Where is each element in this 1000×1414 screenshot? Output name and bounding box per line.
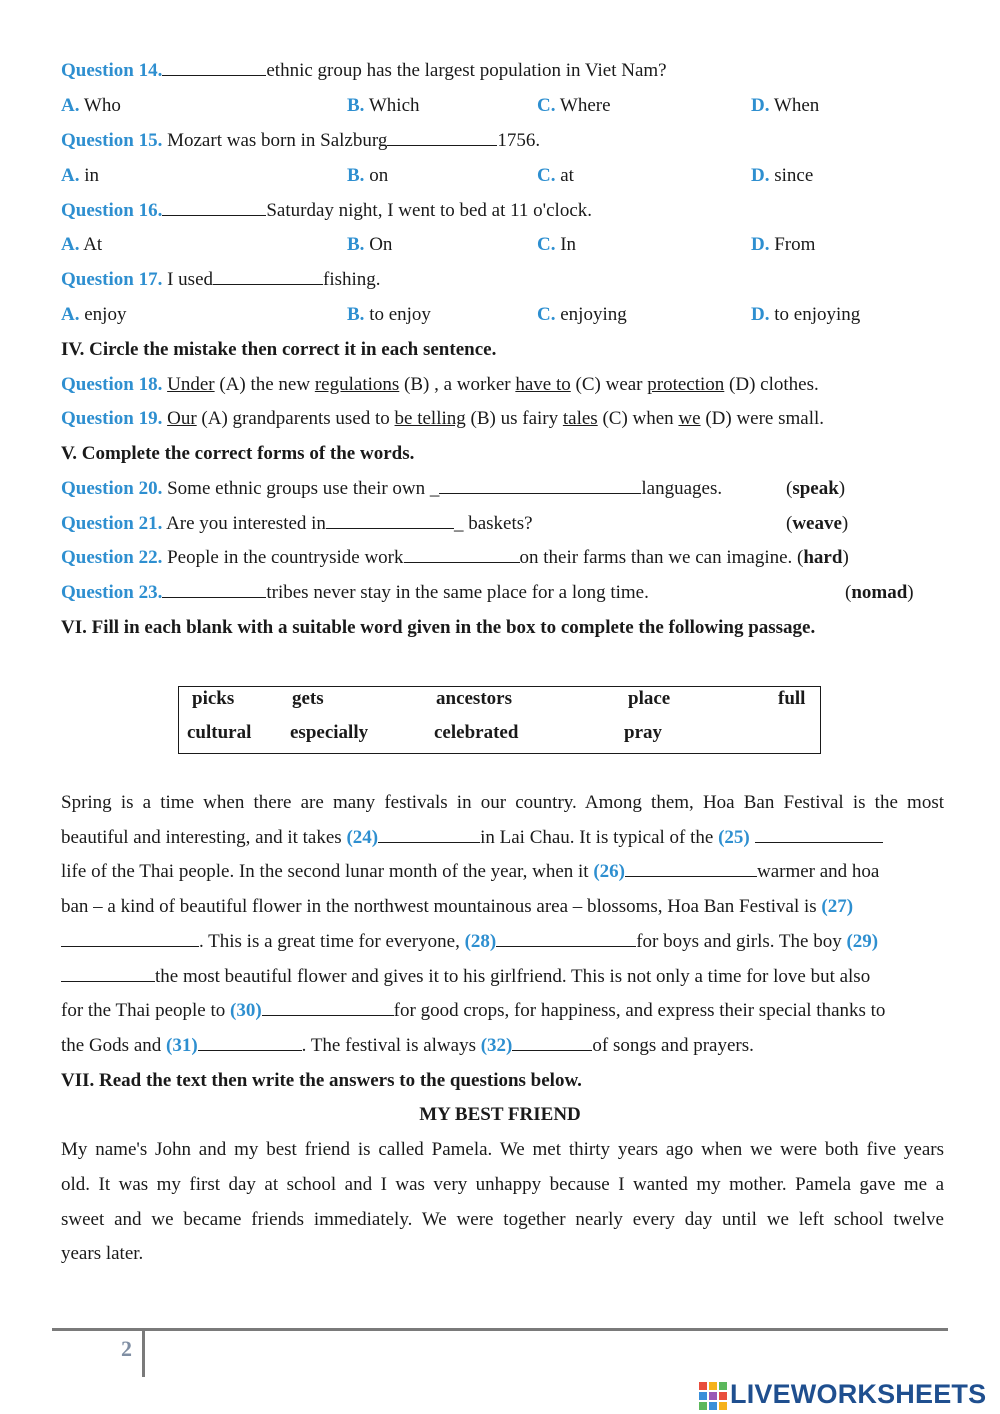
page-number: 2 bbox=[121, 1336, 132, 1361]
question-number: Question 16. bbox=[61, 200, 163, 221]
word-box-item: celebrated bbox=[434, 722, 519, 743]
brand-logo-icon bbox=[699, 1380, 727, 1408]
option-letter: B. bbox=[347, 304, 365, 325]
option-letter: D. bbox=[751, 304, 770, 325]
option-a[interactable] bbox=[61, 304, 126, 326]
question-text: I used bbox=[167, 269, 214, 290]
option-d[interactable] bbox=[751, 234, 815, 256]
question-22: Question 22. People in the countryside work on their farms than we can imagine. (hard) bbox=[61, 547, 849, 568]
reading-line: sweet and we became friends immediately. We were together nearly every day until we left school twelve bbox=[61, 1209, 944, 1230]
blank-number-31: (31) bbox=[166, 1035, 198, 1056]
option-a[interactable] bbox=[61, 234, 102, 256]
word-box-item: place bbox=[628, 688, 671, 709]
section-heading-v: V. Complete the correct forms of the words. bbox=[61, 443, 415, 464]
passage-line: the most beautiful flower and gives it to his girlfriend. This is not only a time for love but also bbox=[61, 966, 944, 988]
blank-number-25: (25) bbox=[718, 827, 750, 848]
option-c[interactable] bbox=[537, 95, 611, 117]
answer-blank[interactable] bbox=[162, 60, 266, 76]
footer-divider bbox=[52, 1328, 948, 1331]
question-number: Question 18. bbox=[61, 374, 163, 395]
option-text: On bbox=[369, 234, 393, 255]
answer-blank[interactable] bbox=[387, 130, 497, 146]
option-text: In bbox=[560, 234, 577, 255]
question-text: (D) clothes. bbox=[729, 374, 819, 395]
option-d[interactable] bbox=[751, 304, 860, 326]
word-box-item: picks bbox=[192, 688, 235, 709]
question-text: (C) when bbox=[602, 408, 674, 429]
blank-26[interactable] bbox=[625, 861, 757, 877]
option-a[interactable] bbox=[61, 95, 121, 117]
option-text: Where bbox=[559, 95, 611, 116]
underlined-option-b[interactable]: be telling bbox=[394, 408, 466, 429]
question-number: Question 19. bbox=[61, 408, 163, 429]
question-text: (A) the new bbox=[219, 374, 311, 395]
option-text: enjoying bbox=[560, 304, 627, 325]
option-letter: A. bbox=[61, 234, 80, 255]
blank-30[interactable] bbox=[262, 1000, 394, 1016]
option-text: Which bbox=[368, 95, 420, 116]
question-text: (B) , a worker bbox=[404, 374, 511, 395]
option-text: in bbox=[84, 165, 100, 186]
option-text: on bbox=[369, 165, 389, 186]
blank-27[interactable] bbox=[61, 931, 199, 947]
option-d[interactable] bbox=[751, 165, 813, 187]
option-letter: B. bbox=[347, 95, 365, 116]
question-14 bbox=[61, 60, 667, 82]
word-hint: (nomad) bbox=[845, 582, 914, 603]
blank-25[interactable] bbox=[755, 827, 883, 843]
answer-blank[interactable] bbox=[162, 200, 266, 216]
passage-line: Spring is a time when there are many festivals in our country. Among them, Hoa Ban Festival is the most bbox=[61, 792, 944, 813]
question-number: Question 17. bbox=[61, 269, 163, 290]
option-text: since bbox=[774, 165, 814, 186]
option-text: enjoy bbox=[84, 304, 127, 325]
blank-31[interactable] bbox=[198, 1035, 302, 1051]
question-text: Mozart was born in Salzburg bbox=[167, 130, 388, 151]
answer-blank[interactable] bbox=[404, 547, 520, 563]
question-20 bbox=[61, 478, 722, 500]
question-17 bbox=[61, 269, 381, 291]
option-letter: C. bbox=[537, 95, 556, 116]
blank-24[interactable] bbox=[378, 827, 480, 843]
question-19 bbox=[61, 408, 824, 430]
reading-line: old. It was my first day at school and I was very unhappy because I wanted my mother. Pamela gave me a bbox=[61, 1174, 944, 1195]
question-text: Some ethnic groups use their own _ bbox=[167, 478, 440, 499]
underlined-option-a[interactable]: Under bbox=[167, 374, 215, 395]
option-text: Who bbox=[83, 95, 121, 116]
option-letter: D. bbox=[751, 95, 770, 116]
option-letter: A. bbox=[61, 95, 80, 116]
reading-line: years later. bbox=[61, 1243, 144, 1264]
blank-number-24: (24) bbox=[346, 827, 379, 848]
question-number: Question 22. bbox=[61, 547, 163, 568]
option-letter: B. bbox=[347, 234, 365, 255]
liveworksheets-logo bbox=[699, 1378, 986, 1410]
blank-28[interactable] bbox=[496, 931, 636, 947]
passage-line: the Gods and (31) . The festival is always (32) of songs and prayers. bbox=[61, 1035, 754, 1056]
blank-32[interactable] bbox=[512, 1035, 592, 1051]
option-text: to enjoy bbox=[369, 304, 431, 325]
option-letter: A. bbox=[61, 165, 80, 186]
question-23 bbox=[61, 582, 649, 604]
option-text: at bbox=[560, 165, 574, 186]
option-letter: A. bbox=[61, 304, 80, 325]
passage-line: . This is a great time for everyone, (28) for boys and girls. The boy (29) bbox=[61, 931, 944, 953]
option-letter: D. bbox=[751, 234, 770, 255]
word-box bbox=[178, 686, 821, 754]
option-text: From bbox=[774, 234, 816, 255]
question-text: (D) were small. bbox=[705, 408, 825, 429]
question-21 bbox=[61, 513, 533, 535]
blank-number-30: (30) bbox=[230, 1000, 262, 1021]
blank-number-28: (28) bbox=[464, 931, 497, 952]
option-c[interactable] bbox=[537, 165, 574, 187]
option-b[interactable] bbox=[347, 304, 431, 326]
option-b[interactable] bbox=[347, 165, 388, 187]
passage-line: ban – a kind of beautiful flower in the northwest mountainous area – blossoms, Hoa Ban Festival is (27) bbox=[61, 896, 854, 917]
question-number: Question 14. bbox=[61, 60, 163, 81]
section-heading-iv: IV. Circle the mistake then correct it in each sentence. bbox=[61, 339, 497, 360]
word-hint: (speak) bbox=[786, 478, 846, 499]
word-box-item: gets bbox=[292, 688, 324, 709]
question-16 bbox=[61, 200, 592, 222]
passage-line: beautiful and interesting, and it takes (24) in Lai Chau. It is typical of the (25) bbox=[61, 827, 944, 849]
footer-divider-vertical bbox=[142, 1331, 145, 1377]
question-number: Question 20. bbox=[61, 478, 163, 499]
passage-line: life of the Thai people. In the second lunar month of the year, when it (26) warmer and hoa bbox=[61, 861, 880, 882]
question-text: (A) grandparents used to bbox=[201, 408, 390, 429]
question-text: Saturday night, I went to bed at 11 o'clock. bbox=[266, 200, 593, 221]
question-text: Are you interested in bbox=[166, 513, 326, 534]
question-number: Question 15. bbox=[61, 130, 163, 151]
option-text: At bbox=[83, 234, 103, 255]
option-a[interactable] bbox=[61, 165, 99, 187]
question-text: _ baskets? bbox=[453, 513, 533, 534]
question-15 bbox=[61, 130, 540, 152]
question-text: languages. bbox=[641, 478, 723, 499]
word-hint: (weave) bbox=[786, 513, 849, 534]
question-text: on their farms than we can imagine. ( bbox=[519, 547, 804, 568]
question-text: (B) us fairy bbox=[470, 408, 559, 429]
question-number: Question 23. bbox=[61, 582, 163, 603]
passage-line: for the Thai people to (30) for good crops, for happiness, and express their special thanks to bbox=[61, 1000, 886, 1021]
answer-blank[interactable] bbox=[162, 582, 266, 598]
underlined-option-d[interactable]: protection bbox=[647, 374, 725, 395]
blank-number-26: (26) bbox=[593, 861, 625, 882]
underlined-option-b[interactable]: regulations bbox=[314, 374, 400, 395]
word-hint: hard bbox=[803, 547, 843, 568]
answer-blank[interactable] bbox=[439, 478, 641, 494]
option-text: to enjoying bbox=[774, 304, 861, 325]
blank-29[interactable] bbox=[61, 966, 155, 982]
option-letter: C. bbox=[537, 304, 556, 325]
option-text: When bbox=[773, 95, 820, 116]
question-18 bbox=[61, 374, 819, 396]
reading-title: MY BEST FRIEND bbox=[419, 1104, 581, 1125]
question-text: fishing. bbox=[323, 269, 381, 290]
underlined-option-d[interactable]: we bbox=[678, 408, 701, 429]
blank-number-29: (29) bbox=[846, 931, 879, 952]
section-heading-vii: VII. Read the text then write the answers to the questions below. bbox=[61, 1070, 582, 1091]
word-box-item: ancestors bbox=[436, 688, 512, 709]
blank-number-32: (32) bbox=[480, 1035, 513, 1056]
question-text: People in the countryside work bbox=[167, 547, 404, 568]
question-text: 1756. bbox=[497, 130, 541, 151]
question-text: tribes never stay in the same place for a long time. bbox=[266, 582, 649, 603]
question-text: (C) wear bbox=[575, 374, 643, 395]
blank-number-27: (27) bbox=[821, 896, 854, 917]
option-d[interactable] bbox=[751, 95, 819, 117]
word-box-item: pray bbox=[624, 722, 662, 743]
option-c[interactable] bbox=[537, 304, 627, 326]
answer-blank[interactable] bbox=[326, 513, 454, 529]
option-letter: C. bbox=[537, 165, 556, 186]
word-box-item: especially bbox=[290, 722, 369, 743]
option-letter: C. bbox=[537, 234, 556, 255]
option-c[interactable] bbox=[537, 234, 576, 256]
answer-blank[interactable] bbox=[213, 269, 323, 285]
question-text: ethnic group has the largest population in Viet Nam? bbox=[266, 60, 667, 81]
brand-name: LIVEWORKSHEETS bbox=[730, 1378, 987, 1409]
reading-line: My name's John and my best friend is called Pamela. We met thirty years ago when we were both five years bbox=[61, 1139, 944, 1160]
word-box-item: full bbox=[778, 688, 806, 709]
section-heading-vi: VI. Fill in each blank with a suitable word given in the box to complete the following passage. bbox=[61, 617, 816, 638]
word-box-item: cultural bbox=[187, 722, 252, 743]
option-letter: B. bbox=[347, 165, 365, 186]
option-b[interactable] bbox=[347, 95, 420, 117]
option-b[interactable] bbox=[347, 234, 392, 256]
option-letter: D. bbox=[751, 165, 770, 186]
underlined-option-a[interactable]: Our bbox=[167, 408, 197, 429]
underlined-option-c[interactable]: have to bbox=[515, 374, 571, 395]
question-number: Question 21. bbox=[61, 513, 163, 534]
underlined-option-c[interactable]: tales bbox=[562, 408, 598, 429]
